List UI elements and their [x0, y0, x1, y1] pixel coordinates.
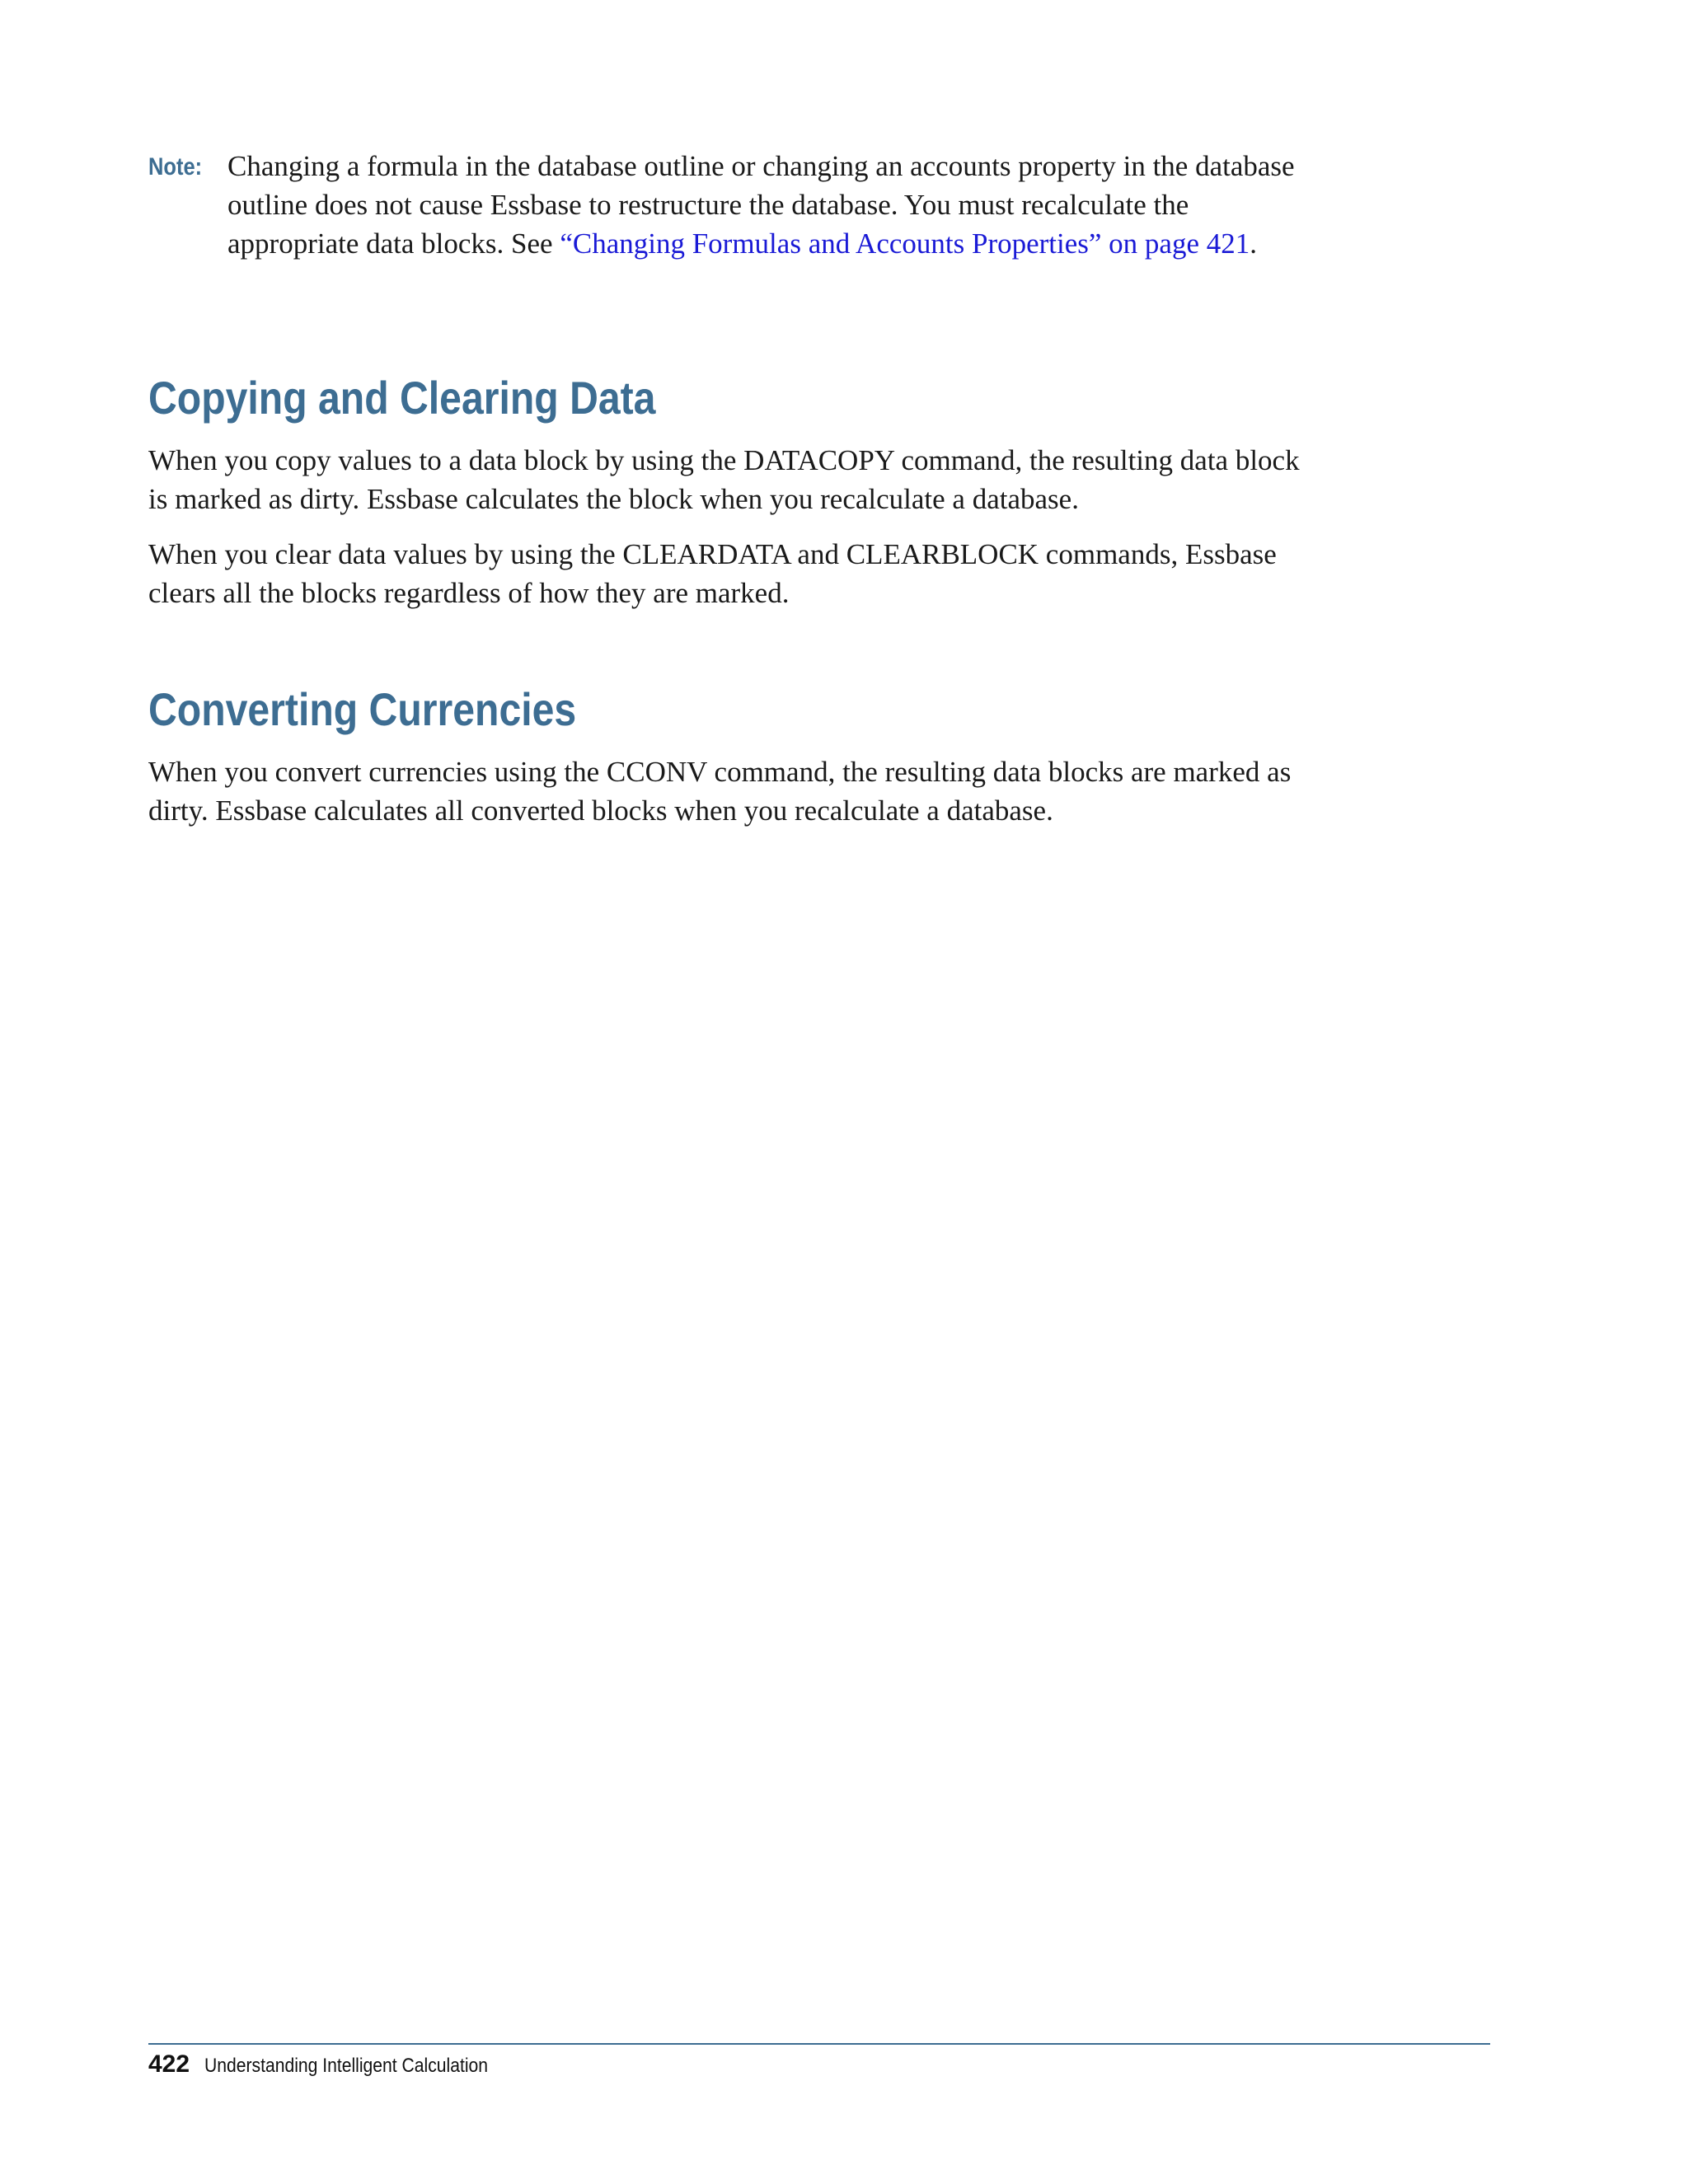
section-heading-copying-clearing: Copying and Clearing Data [148, 372, 656, 424]
cross-reference-link[interactable]: “Changing Formulas and Accounts Properties” on page 421 [560, 227, 1250, 260]
paragraph-cconv: When you convert currencies using the CCONV command, the resulting data blocks are marked as dirty. Essbase calculates all converted blocks when you recalculate a database. [148, 756, 1292, 827]
page-footer [148, 2050, 527, 2079]
paragraph-cleardata: When you clear data values by using the CLEARDATA and CLEARBLOCK commands, Essbase clears all the blocks regardless of how they are marked. [148, 538, 1277, 609]
page-number: 422 [148, 2050, 190, 2078]
section-heading-converting-currencies: Converting Currencies [148, 683, 577, 735]
note-text-end: . [1250, 227, 1258, 260]
note-text-body: Changing a formula in the database outline or changing an accounts property in the database outline does not cause Essbase to restructure the database. You must recalculate the appropriate data blocks. See [227, 150, 1295, 260]
chapter-title: Understanding Intelligent Calculation [204, 2055, 489, 2077]
note-label: Note: [148, 153, 203, 180]
footer-divider [148, 2043, 1490, 2045]
paragraph-datacopy: When you copy values to a data block by using the DATACOPY command, the resulting data block is marked as dirty. Essbase calculates the block when you recalculate a database. [148, 444, 1300, 515]
note-text [227, 147, 1299, 263]
